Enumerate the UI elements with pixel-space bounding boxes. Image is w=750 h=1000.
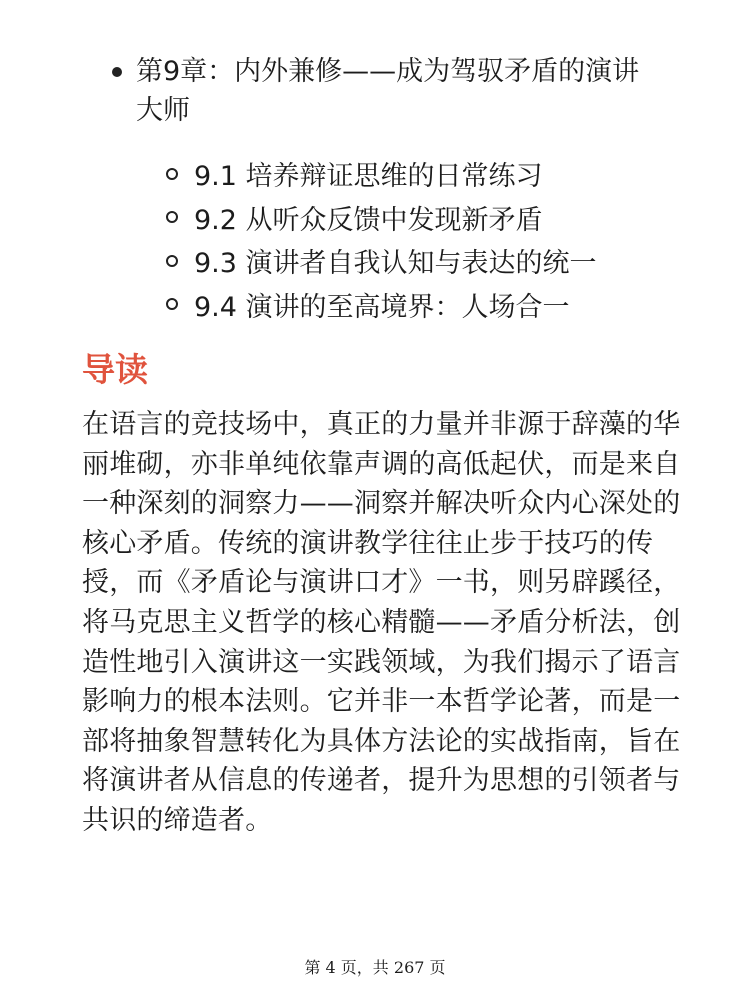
subsection-item	[100, 196, 700, 240]
chapter-list-item	[100, 52, 700, 130]
subsection-item	[100, 283, 700, 327]
bullet-disc-icon	[112, 67, 122, 77]
subsection-label: 9.3 演讲者自我认知与表达的统一	[194, 248, 597, 280]
subsection-label: 9.4 演讲的至高境界：人场合一	[194, 291, 570, 323]
subsection-item	[100, 239, 700, 283]
bullet-circle-icon	[166, 298, 178, 310]
subsection-item	[100, 152, 700, 196]
section-heading: 导读	[82, 350, 148, 389]
bullet-circle-icon	[166, 255, 178, 267]
subsection-label: 9.1 培养辩证思维的日常练习	[194, 161, 543, 193]
bullet-circle-icon	[166, 168, 178, 180]
table-of-contents	[100, 52, 700, 326]
page-number-footer: 第 4 页，共 267 页	[304, 958, 446, 977]
subsection-list	[100, 152, 700, 326]
intro-paragraph: 在语言的竞技场中，真正的力量并非源于辞藻的华丽堆砌，亦非单纯依靠声调的高低起伏，而是来自一种深刻的洞察力——洞察并解决听众内心深处的核心矛盾。传统的演讲教学往往止步于技巧的传授，而《矛盾论与演讲口才》一书，则另辟蹊径，将马克思主义哲学的核心精髓——矛盾分析法，创造性地引入演讲这一实践领域，为我们揭示了语言影响力的根本法则。它并非一本哲学论著，而是一部将抽象智慧转化为具体方法论的实战指南，旨在将演讲者从信息的传递者，提升为思想的引领者与共识的缔造者。	[82, 409, 681, 836]
chapter-title: 第9章：内外兼修——成为驾驭矛盾的演讲大师	[136, 56, 640, 126]
subsection-label: 9.2 从听众反馈中发现新矛盾	[194, 204, 543, 236]
bullet-circle-icon	[166, 211, 178, 223]
